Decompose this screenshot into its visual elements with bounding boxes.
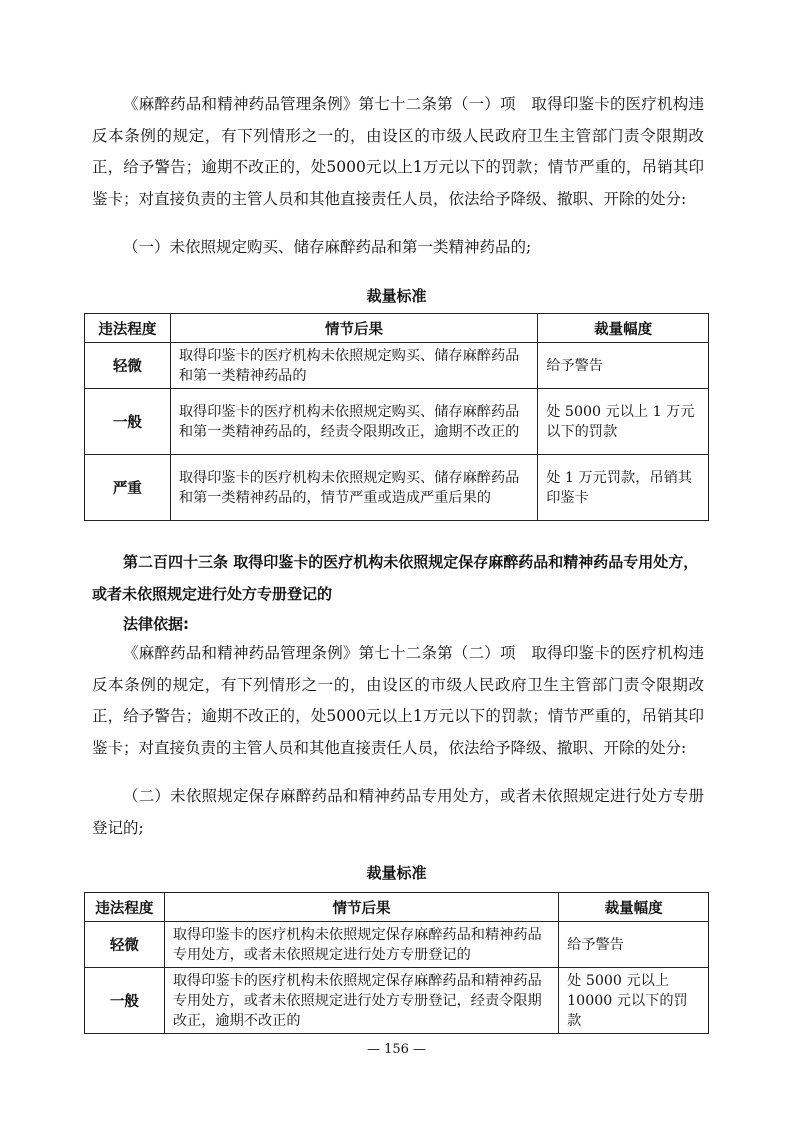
violation-level: 严重	[85, 455, 171, 521]
legal-basis-paragraph: 《麻醉药品和精神药品管理条例》第七十二条第（二）项 取得印鉴卡的医疗机构违反本条例的规定，有下列情形之一的，由设区的市级人民政府卫生主管部门责令限期改正，给予警告；逾期不改正的，处5000元以上1万元以下的罚款；情节严重的，吊销其印鉴卡；对直接负责的主管人员和其他直接责任人员，依法给予降级、撤职、开除的处分:	[92, 644, 704, 757]
table-row	[85, 389, 709, 455]
violation-level: 轻微	[85, 922, 165, 968]
violation-level: 一般	[85, 968, 165, 1034]
column-header: 违法程度	[85, 314, 171, 343]
circumstance-cell: 取得印鉴卡的医疗机构未依照规定购买、储存麻醉药品和第一类精神药品的	[170, 343, 537, 389]
discretion-table	[84, 892, 709, 1034]
table-row	[85, 968, 709, 1034]
table-title: 裁量标准	[366, 864, 427, 882]
column-header: 情节后果	[164, 893, 558, 922]
column-header: 裁量幅度	[538, 314, 709, 343]
violation-level: 一般	[85, 389, 171, 455]
table-header-row	[85, 314, 709, 343]
legal-basis-label: 法律依据:	[123, 615, 189, 633]
column-header: 情节后果	[170, 314, 537, 343]
clause-item: （一）未依照规定购买、储存麻醉药品和第一类精神药品的;	[123, 238, 532, 256]
penalty-cell: 给予警告	[559, 922, 709, 968]
table-row	[85, 455, 709, 521]
discretion-table	[84, 313, 709, 521]
circumstance-cell: 取得印鉴卡的医疗机构未依照规定购买、储存麻醉药品和第一类精神药品的，情节严重或造成严重后果的	[170, 455, 537, 521]
table-title: 裁量标准	[366, 287, 427, 305]
table-row	[85, 343, 709, 389]
article-title: 第二百四十三条 取得印鉴卡的医疗机构未依照规定保存麻醉药品和精神药品专用处方，或者未依照规定进行处方专册登记的	[92, 553, 699, 603]
penalty-cell: 处 5000 元以上 1 万元以下的罚款	[538, 389, 709, 455]
clause-item: （二）未依照规定保存麻醉药品和精神药品专用处方，或者未依照规定进行处方专册登记的;	[92, 787, 704, 837]
circumstance-cell: 取得印鉴卡的医疗机构未依照规定保存麻醉药品和精神药品专用处方，或者未依照规定进行处方专册登记，经责令限期改正，逾期不改正的	[164, 968, 558, 1034]
legal-basis-paragraph: 《麻醉药品和精神药品管理条例》第七十二条第（一）项 取得印鉴卡的医疗机构违反本条例的规定，有下列情形之一的，由设区的市级人民政府卫生主管部门责令限期改正，给予警告；逾期不改正的，处5000元以上1万元以下的罚款；情节严重的，吊销其印鉴卡；对直接负责的主管人员和其他直接责任人员，依法给予降级、撤职、开除的处分:	[92, 95, 704, 208]
circumstance-cell: 取得印鉴卡的医疗机构未依照规定购买、储存麻醉药品和第一类精神药品的，经责令限期改正，逾期不改正的	[170, 389, 537, 455]
violation-level: 轻微	[85, 343, 171, 389]
table-row	[85, 922, 709, 968]
penalty-cell: 处 1 万元罚款，吊销其印鉴卡	[538, 455, 709, 521]
penalty-cell: 处 5000 元以上 10000 元以下的罚款	[559, 968, 709, 1034]
circumstance-cell: 取得印鉴卡的医疗机构未依照规定保存麻醉药品和精神药品专用处方，或者未依照规定进行处方专册登记的	[164, 922, 558, 968]
penalty-cell: 给予警告	[538, 343, 709, 389]
table-header-row	[85, 893, 709, 922]
column-header: 裁量幅度	[559, 893, 709, 922]
column-header: 违法程度	[85, 893, 165, 922]
page-number: — 156 —	[366, 1042, 427, 1057]
